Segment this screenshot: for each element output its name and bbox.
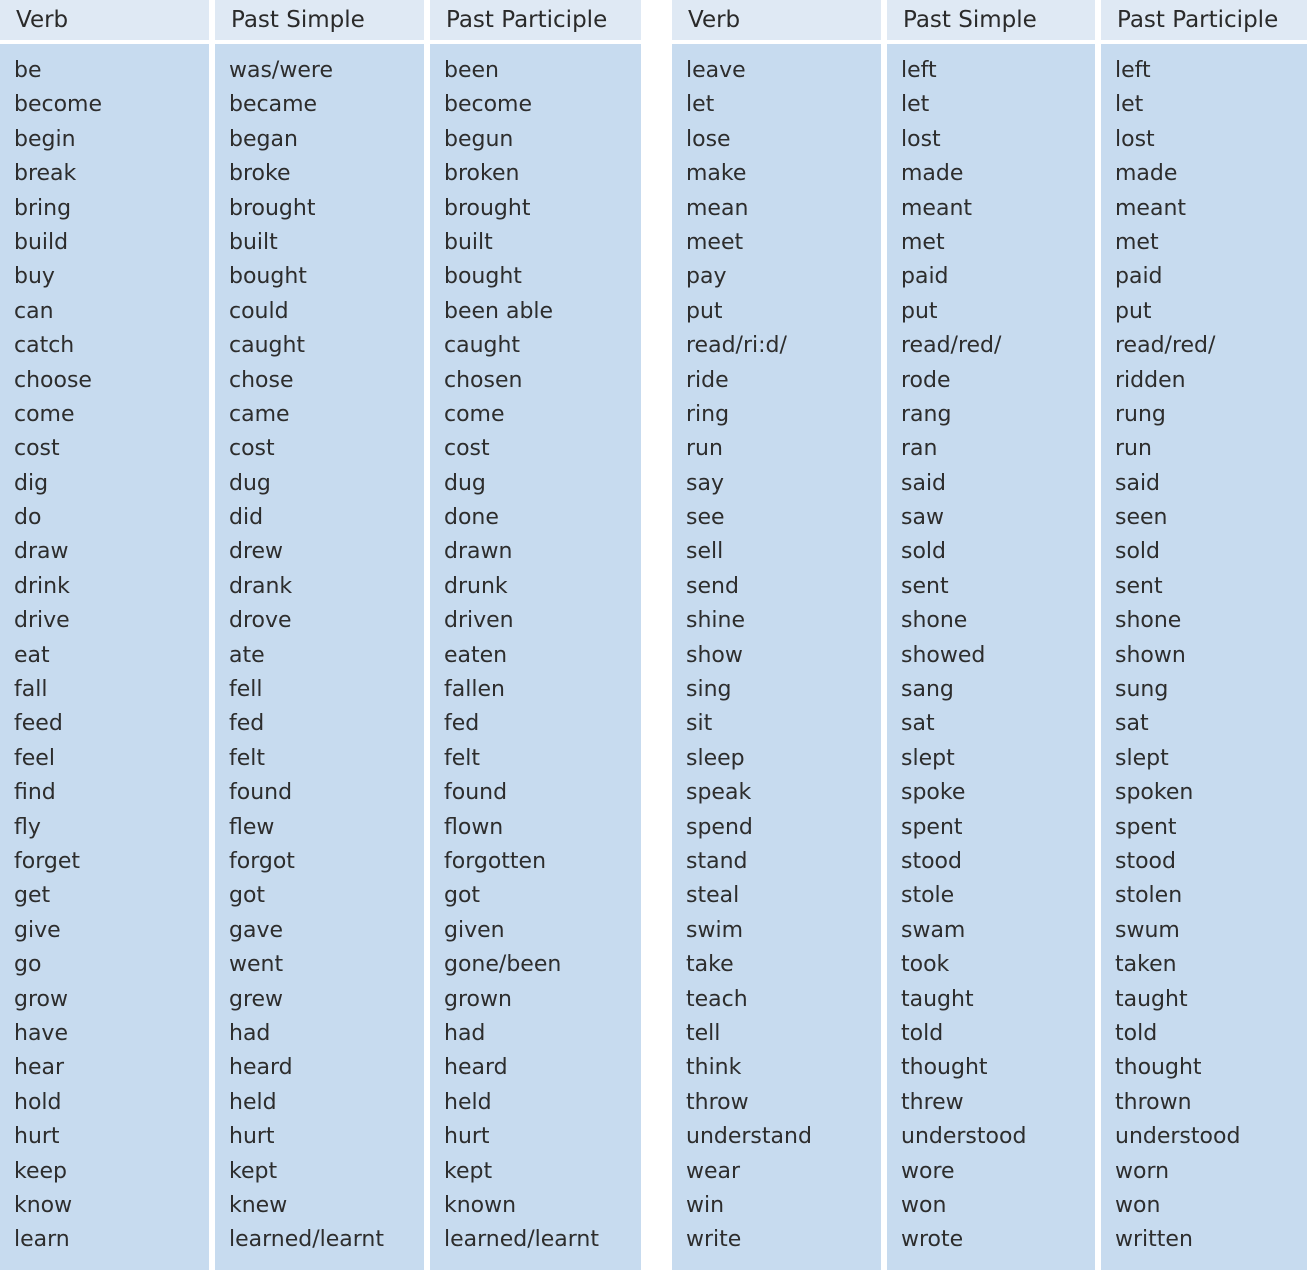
verb-cell: buy: [14, 264, 55, 290]
verb-cell: bring: [14, 195, 72, 221]
verb-cell: spend: [686, 814, 753, 840]
past-participle-cell: caught: [444, 333, 521, 359]
verb-cell: think: [686, 1055, 742, 1081]
past-simple-cell: drank: [229, 573, 293, 599]
column-header-verb: Verb: [0, 0, 209, 44]
past-participle-cell: told: [1115, 1020, 1158, 1046]
past-simple-cell: kept: [229, 1158, 278, 1184]
past-simple-cell: won: [901, 1192, 947, 1218]
verb-cell: sleep: [686, 745, 745, 771]
past-simple-cell: ate: [229, 642, 265, 668]
verb-cell: say: [686, 470, 724, 496]
past-simple-cell: said: [901, 470, 947, 496]
verb-cell: find: [14, 780, 56, 806]
verb-cell: keep: [14, 1158, 67, 1184]
past-participle-column: [1101, 0, 1307, 1270]
past-simple-cell: felt: [229, 745, 266, 771]
past-participle-cell: stood: [1115, 848, 1176, 874]
past-simple-cell: gave: [229, 917, 284, 943]
past-participle-cell: kept: [444, 1158, 493, 1184]
past-simple-cell: came: [229, 401, 290, 427]
past-simple-cell: understood: [901, 1124, 1027, 1150]
past-simple-cell: rang: [901, 401, 952, 427]
past-participle-cell: become: [444, 92, 533, 118]
past-participle-cell: been: [444, 58, 499, 83]
verb-cell: sit: [686, 711, 713, 737]
verb-cell: drive: [14, 608, 70, 634]
column-header-verb: Verb: [672, 0, 881, 44]
verb-cell: sell: [686, 539, 724, 565]
past-participle-cell: let: [1115, 92, 1144, 118]
past-simple-cell: slept: [901, 745, 955, 771]
past-participle-cell: won: [1115, 1192, 1161, 1218]
past-simple-cell: went: [229, 952, 284, 978]
verb-cell: teach: [686, 986, 748, 1012]
past-participle-cell: forgotten: [444, 848, 547, 874]
past-simple-cell: had: [229, 1020, 271, 1046]
past-simple-cell: began: [229, 126, 298, 152]
past-participle-cell: heard: [444, 1055, 508, 1081]
verb-cell: know: [14, 1192, 73, 1218]
verb-cell: begin: [14, 126, 76, 152]
past-simple-cell: cost: [229, 436, 275, 462]
past-simple-cell: shone: [901, 608, 968, 634]
verb-cell: have: [14, 1020, 68, 1046]
past-participle-cell: ridden: [1115, 367, 1186, 393]
verb-cell: send: [686, 573, 739, 599]
past-participle-cell: understood: [1115, 1124, 1241, 1150]
past-participle-cell: been able: [444, 298, 554, 324]
verb-cell: put: [686, 298, 723, 324]
past-participle-cell: known: [444, 1192, 517, 1218]
verb-cell: make: [686, 161, 747, 187]
past-participle-column: [430, 0, 641, 1270]
past-participle-cell: got: [444, 883, 481, 909]
past-participle-cell: done: [444, 505, 499, 531]
verb-cell: ring: [686, 401, 730, 427]
verb-cell: shine: [686, 608, 745, 634]
past-simple-cell: learned/learnt: [229, 1227, 384, 1253]
past-simple-cell: grew: [229, 986, 284, 1012]
past-simple-cell: became: [229, 92, 318, 118]
past-simple-cell: drove: [229, 608, 292, 634]
verb-cell: break: [14, 161, 77, 187]
past-participle-cell: rung: [1115, 401, 1166, 427]
verb-cell: do: [14, 505, 42, 531]
verb-cell: become: [14, 92, 103, 118]
past-participle-cell: grown: [444, 986, 512, 1012]
past-participle-cell: said: [1115, 470, 1161, 496]
past-simple-cell: found: [229, 780, 293, 806]
past-simple-cell: put: [901, 298, 938, 324]
verb-cell: hurt: [14, 1124, 60, 1150]
verb-cell: swim: [686, 917, 743, 943]
verb-cell: feel: [14, 745, 55, 771]
past-participle-cell: sung: [1115, 677, 1169, 703]
verb-cell: tell: [686, 1020, 721, 1046]
past-participle-cell: found: [444, 780, 508, 806]
past-participle-cell: run: [1115, 436, 1152, 462]
past-participle-cell: bought: [444, 264, 522, 290]
verb-cell: come: [14, 401, 75, 427]
verb-cell: dig: [14, 470, 49, 496]
verb-cell: run: [686, 436, 723, 462]
past-participle-cell: cost: [444, 436, 490, 462]
verb-cell: catch: [14, 333, 75, 359]
past-participle-cell: learned/learnt: [444, 1227, 599, 1253]
verb-cell: lose: [686, 126, 731, 152]
verb-cell: leave: [686, 58, 746, 83]
past-participle-cell: thought: [1115, 1055, 1202, 1081]
verb-cell: wear: [686, 1158, 741, 1184]
verb-cell: see: [686, 505, 725, 531]
past-simple-cell: fell: [229, 677, 263, 703]
past-participle-cell: drunk: [444, 573, 508, 599]
past-participle-cell: spoken: [1115, 780, 1194, 806]
past-simple-cell: thought: [901, 1055, 988, 1081]
past-participle-cell: eaten: [444, 642, 508, 668]
past-participle-cell: met: [1115, 229, 1159, 255]
verb-cell: mean: [686, 195, 749, 221]
verb-cell: sing: [686, 677, 732, 703]
past-participle-cell: drawn: [444, 539, 513, 565]
past-simple-cell: stole: [901, 883, 955, 909]
verb-cell: drink: [14, 573, 70, 599]
past-participle-cell: come: [444, 401, 505, 427]
past-participle-cell: dug: [444, 470, 486, 496]
verb-cell: let: [686, 92, 715, 118]
verb-cell: give: [14, 917, 61, 943]
verb-cell: cost: [14, 436, 60, 462]
verb-cell: take: [686, 952, 734, 978]
past-participle-cell: spent: [1115, 814, 1177, 840]
verb-cell: fly: [14, 814, 41, 840]
past-simple-cell: heard: [229, 1055, 293, 1081]
past-participle-cell: gone/been: [444, 952, 562, 978]
past-simple-cell: saw: [901, 505, 944, 531]
verb-cell: be: [14, 58, 42, 83]
past-participle-cell: built: [444, 229, 493, 255]
verb-cell: win: [686, 1192, 725, 1218]
past-simple-cell: sang: [901, 677, 954, 703]
past-participle-cell: paid: [1115, 264, 1163, 290]
past-participle-cell: meant: [1115, 195, 1187, 221]
past-simple-cell: broke: [229, 161, 291, 187]
past-participle-cell: sold: [1115, 539, 1160, 565]
column-header-past-simple: Past Simple: [215, 0, 424, 44]
past-simple-cell: showed: [901, 642, 986, 668]
past-simple-cell: told: [901, 1020, 944, 1046]
verb-cell: show: [686, 642, 743, 668]
past-simple-cell: caught: [229, 333, 306, 359]
past-simple-cell: could: [229, 298, 289, 324]
past-simple-cell: threw: [901, 1089, 964, 1115]
verb-cell: feed: [14, 711, 63, 737]
past-simple-cell: meant: [901, 195, 973, 221]
verb-cell: learn: [14, 1227, 70, 1253]
past-participle-cell: brought: [444, 195, 531, 221]
past-simple-cell: fed: [229, 711, 265, 737]
past-simple-cell: was/were: [229, 58, 333, 83]
past-simple-column: [887, 0, 1095, 1270]
past-simple-cell: brought: [229, 195, 316, 221]
past-simple-cell: let: [901, 92, 930, 118]
past-participle-cell: chosen: [444, 367, 523, 393]
past-participle-cell: slept: [1115, 745, 1169, 771]
verb-cell: hold: [14, 1089, 62, 1115]
past-simple-cell: dug: [229, 470, 271, 496]
past-participle-cell: fallen: [444, 677, 505, 703]
verb-cell: forget: [14, 848, 80, 874]
past-participle-cell: broken: [444, 161, 520, 187]
past-simple-cell: met: [901, 229, 945, 255]
verb-table-right: [672, 0, 1307, 1270]
past-participle-cell: driven: [444, 608, 514, 634]
verb-cell: pay: [686, 264, 727, 290]
past-participle-cell: worn: [1115, 1158, 1170, 1184]
past-simple-cell: got: [229, 883, 266, 909]
past-participle-cell: shone: [1115, 608, 1182, 634]
past-participle-cell: held: [444, 1089, 492, 1115]
past-simple-cell: spent: [901, 814, 963, 840]
verb-cell: steal: [686, 883, 740, 909]
past-participle-cell: left: [1115, 58, 1151, 83]
past-simple-cell: left: [901, 58, 937, 83]
past-participle-cell: given: [444, 917, 505, 943]
past-participle-cell: read/red/: [1115, 333, 1216, 359]
past-participle-cell: felt: [444, 745, 481, 771]
verb-column: [0, 0, 209, 1270]
past-participle-cell: written: [1115, 1227, 1193, 1253]
past-simple-cell: made: [901, 161, 964, 187]
column-header-past-participle: Past Participle: [1101, 0, 1307, 44]
verb-cell: understand: [686, 1124, 812, 1150]
past-participle-cell: stolen: [1115, 883, 1183, 909]
past-simple-cell: sat: [901, 711, 935, 737]
verb-cell: get: [14, 883, 51, 909]
verb-cell: eat: [14, 642, 50, 668]
past-simple-cell: did: [229, 505, 264, 531]
past-participle-cell: put: [1115, 298, 1152, 324]
past-participle-cell: had: [444, 1020, 486, 1046]
verb-cell: stand: [686, 848, 748, 874]
verb-cell: can: [14, 298, 54, 324]
past-simple-cell: held: [229, 1089, 277, 1115]
past-participle-cell: seen: [1115, 505, 1168, 531]
past-participle-cell: sent: [1115, 573, 1163, 599]
past-participle-cell: shown: [1115, 642, 1186, 668]
past-simple-cell: rode: [901, 367, 951, 393]
past-simple-cell: bought: [229, 264, 307, 290]
verb-cell: meet: [686, 229, 744, 255]
verb-cell: grow: [14, 986, 68, 1012]
past-simple-cell: flew: [229, 814, 275, 840]
column-header-past-simple: Past Simple: [887, 0, 1095, 44]
verb-column: [672, 0, 881, 1270]
past-simple-cell: sent: [901, 573, 949, 599]
verb-cell: write: [686, 1227, 742, 1253]
past-simple-cell: wrote: [901, 1227, 964, 1253]
past-participle-cell: taken: [1115, 952, 1177, 978]
past-participle-cell: flown: [444, 814, 504, 840]
past-simple-cell: stood: [901, 848, 962, 874]
verb-table-left: [0, 0, 641, 1270]
past-simple-cell: read/red/: [901, 333, 1002, 359]
past-simple-cell: swam: [901, 917, 966, 943]
verb-cell: read/ri:d/: [686, 333, 787, 359]
verb-cell: fall: [14, 677, 48, 703]
past-simple-column: [215, 0, 424, 1270]
past-simple-cell: knew: [229, 1192, 288, 1218]
verb-cell: draw: [14, 539, 69, 565]
past-participle-cell: swum: [1115, 917, 1180, 943]
past-simple-cell: taught: [901, 986, 974, 1012]
past-simple-cell: lost: [901, 126, 941, 152]
past-simple-cell: took: [901, 952, 950, 978]
past-simple-cell: paid: [901, 264, 949, 290]
past-simple-cell: hurt: [229, 1124, 275, 1150]
past-participle-cell: hurt: [444, 1124, 490, 1150]
past-simple-cell: ran: [901, 436, 938, 462]
column-header-past-participle: Past Participle: [430, 0, 641, 44]
verb-cell: choose: [14, 367, 92, 393]
past-simple-cell: chose: [229, 367, 294, 393]
past-simple-cell: forgot: [229, 848, 295, 874]
past-participle-cell: lost: [1115, 126, 1155, 152]
verb-cell: throw: [686, 1089, 749, 1115]
verb-cell: go: [14, 952, 42, 978]
verb-cell: ride: [686, 367, 729, 393]
past-simple-cell: built: [229, 229, 278, 255]
past-simple-cell: drew: [229, 539, 284, 565]
past-participle-cell: begun: [444, 126, 514, 152]
past-simple-cell: wore: [901, 1158, 955, 1184]
verb-cell: build: [14, 229, 69, 255]
past-participle-cell: thrown: [1115, 1089, 1192, 1115]
past-participle-cell: fed: [444, 711, 480, 737]
past-participle-cell: taught: [1115, 986, 1188, 1012]
past-participle-cell: sat: [1115, 711, 1149, 737]
past-participle-cell: made: [1115, 161, 1178, 187]
verb-cell: speak: [686, 780, 752, 806]
past-simple-cell: spoke: [901, 780, 966, 806]
verb-cell: hear: [14, 1055, 65, 1081]
past-simple-cell: sold: [901, 539, 946, 565]
